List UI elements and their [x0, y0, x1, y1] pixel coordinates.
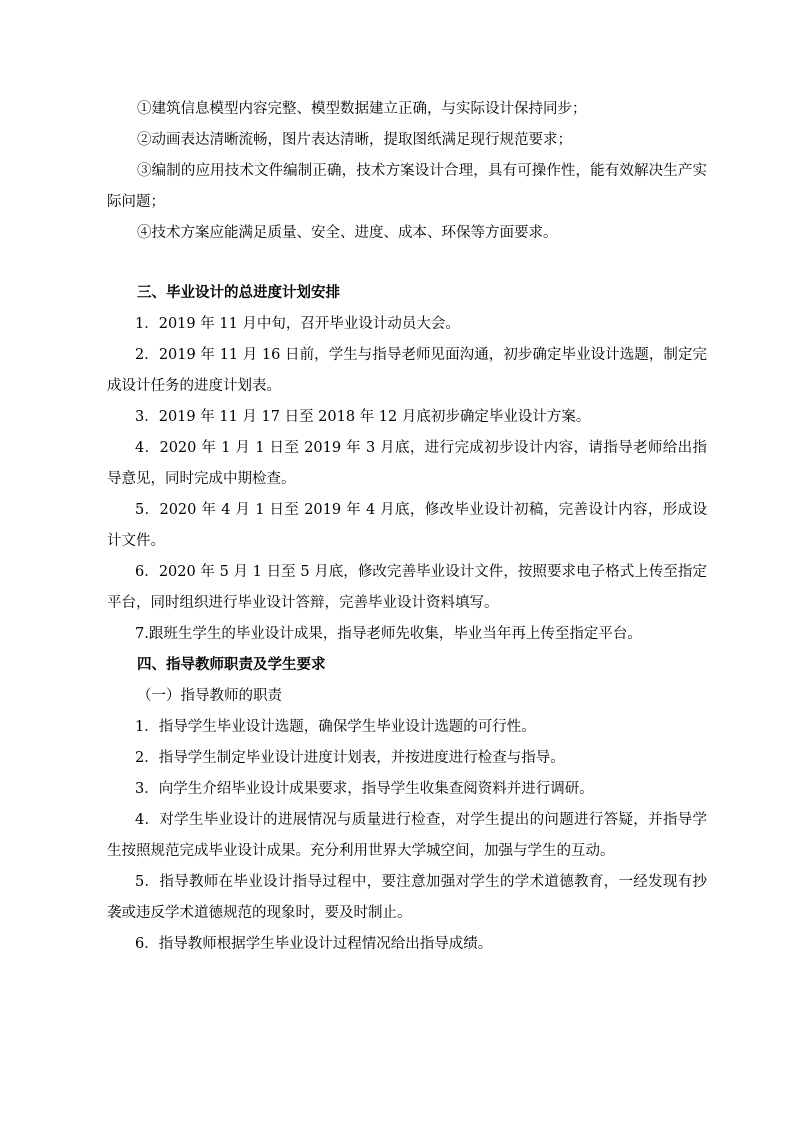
duty-item-2: 2．指导学生制定毕业设计进度计划表，并按进度进行检查与指导。: [135, 750, 565, 766]
requirement-item-1: ①建筑信息模型内容完整、模型数据建立正确，与实际设计保持同步；: [137, 101, 587, 117]
schedule-item-6: 6．2020 年 5 月 1 日至 5 月底，修改完善毕业设计文件，按照要求电子格式上传至指定平台，同时组织进行毕业设计答辩，完善毕业设计资料填写。: [107, 564, 707, 611]
requirement-item-3: ③编制的应用技术文件编制正确，技术方案设计合理，具有可操作性，能有效解决生产实际问题；: [107, 163, 707, 210]
section-spacer: [107, 249, 707, 278]
requirement-item-4: ④技术方案应能满足质量、安全、进度、成本、环保等方面要求。: [137, 225, 558, 241]
document-body: [107, 94, 707, 960]
schedule-item-5: 5．2020 年 4 月 1 日至 2019 年 4 月底，修改毕业设计初稿，完善设计内容，形成设计文件。: [107, 502, 707, 549]
duty-item-6: 6．指导教师根据学生毕业设计过程情况给出指导成绩。: [135, 936, 493, 952]
duty-item-4: 4．对学生毕业设计的进展情况与质量进行检查，对学生提出的问题进行答疑，并指导学生按照规范完成毕业设计成果。充分利用世界大学城空间，加强与学生的互动。: [107, 812, 707, 859]
section-four-heading: 四、指导教师职责及学生要求: [137, 657, 326, 673]
schedule-item-4: 4．2020 年 1 月 1 日至 2019 年 3 月底，进行完成初步设计内容，请指导老师给出指导意见，同时完成中期检查。: [107, 440, 707, 487]
section-four-subheading: （一）指导教师的职责: [137, 688, 282, 704]
duty-item-5: 5．指导教师在毕业设计指导过程中，要注意加强对学生的学术道德教育，一经发现有抄袭或违反学术道德规范的现象时，要及时制止。: [107, 874, 707, 921]
schedule-item-2: 2．2019 年 11 月 16 日前，学生与指导老师见面沟通，初步确定毕业设计选题，制定完成设计任务的进度计划表。: [107, 347, 707, 394]
schedule-item-3: 3．2019 年 11 月 17 日至 2018 年 12 月底初步确定毕业设计方案。: [135, 409, 591, 425]
schedule-item-1: 1．2019 年 11 月中旬，召开毕业设计动员大会。: [135, 316, 460, 332]
requirement-item-2: ②动画表达清晰流畅，图片表达清晰，提取图纸满足现行规范要求；: [137, 132, 572, 148]
duty-item-1: 1．指导学生毕业设计选题，确保学生毕业设计选题的可行性。: [135, 719, 536, 735]
section-three-heading: 三、毕业设计的总进度计划安排: [137, 285, 340, 301]
duty-item-3: 3．向学生介绍毕业设计成果要求，指导学生收集查阅资料并进行调研。: [135, 781, 594, 797]
schedule-item-7: 7.跟班生学生的毕业设计成果，指导老师先收集，毕业当年再上传至指定平台。: [135, 626, 642, 642]
